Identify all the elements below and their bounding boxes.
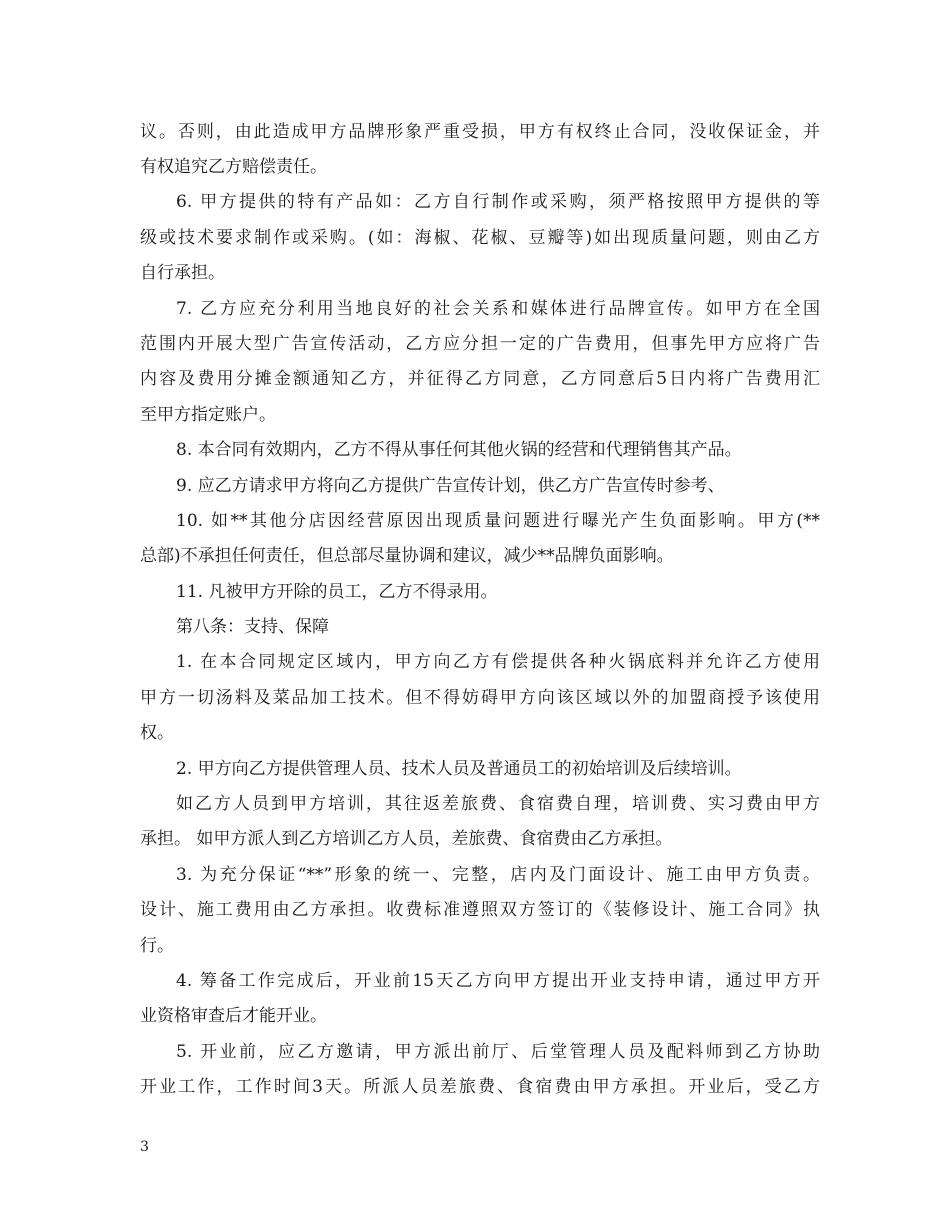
text-line: 权。 — [140, 723, 174, 743]
text-line: 1. 在本合同规定区域内，甲方向乙方有偿提供各种火锅底料并允许乙方使用 — [176, 652, 820, 672]
text-line: 级或技术要求制作或采购。(如：海椒、花椒、豆瓣等)如出现质量问题，则由乙方 — [140, 228, 820, 248]
text-line: 9. 应乙方请求甲方将向乙方提供广告宣传计划，供乙方广告宣传时参考、 — [176, 476, 725, 496]
text-line: 7. 乙方应充分利用当地良好的社会关系和媒体进行品牌宣传。如甲方在全国 — [176, 299, 820, 319]
text-line: 开业工作，工作时间3天。所派人员差旅费、食宿费由甲方承担。开业后，受乙方 — [140, 1077, 820, 1097]
text-line: 5. 开业前，应乙方邀请，甲方派出前厅、后堂管理人员及配料师到乙方协助 — [176, 1042, 820, 1062]
text-line: 4. 筹备工作完成后，开业前15天乙方向甲方提出开业支持申请，通过甲方开 — [176, 971, 820, 991]
text-line: 行。 — [140, 936, 174, 956]
section-heading: 第八条：支持、保障 — [176, 617, 329, 637]
text-line: 6. 甲方提供的特有产品如：乙方自行制作或采购，须严格按照甲方提供的等 — [176, 192, 820, 212]
text-line: 总部)不承担任何责任，但总部尽量协调和建议，减少**品牌负面影响。 — [140, 546, 674, 566]
text-line: 3. 为充分保证“**”形象的统一、完整，店内及门面设计、施工由甲方负责。 — [176, 865, 820, 885]
text-line: 业资格审查后才能开业。 — [140, 1006, 327, 1026]
text-line: 设计、施工费用由乙方承担。收费标准遵照双方签订的《装修设计、施工合同》执 — [140, 900, 820, 920]
text-line: 10. 如**其他分店因经营原因出现质量问题进行曝光产生负面影响。甲方(** — [176, 511, 820, 531]
text-line: 范围内开展大型广告宣传活动，乙方应分担一定的广告费用，但事先甲方应将广告 — [140, 334, 820, 354]
text-line: 11. 凡被甲方开除的员工，乙方不得录用。 — [176, 582, 498, 602]
text-line: 2. 甲方向乙方提供管理人员、技术人员及普通员工的初始培训及后续培训。 — [176, 759, 742, 779]
text-line: 自行承担。 — [140, 263, 225, 283]
text-line: 如乙方人员到甲方培训，其往返差旅费、食宿费自理，培训费、实习费由甲方 — [176, 794, 820, 814]
page-number: 3 — [140, 1139, 149, 1155]
text-line: 内容及费用分摊金额通知乙方，并征得乙方同意，乙方同意后5日内将广告费用汇 — [140, 369, 820, 389]
text-line: 有权追究乙方赔偿责任。 — [140, 157, 327, 177]
text-line: 甲方一切汤料及菜品加工技术。但不得妨碍甲方向该区域以外的加盟商授予该使用 — [140, 688, 820, 708]
text-line: 承担。 如甲方派人到乙方培训乙方人员，差旅费、食宿费由乙方承担。 — [140, 829, 673, 849]
text-line: 议。否则，由此造成甲方品牌形象严重受损，甲方有权终止合同，没收保证金，并 — [140, 122, 820, 142]
text-line: 8. 本合同有效期内，乙方不得从事任何其他火锅的经营和代理销售其产品。 — [176, 440, 742, 460]
text-line: 至甲方指定账户。 — [140, 405, 276, 425]
